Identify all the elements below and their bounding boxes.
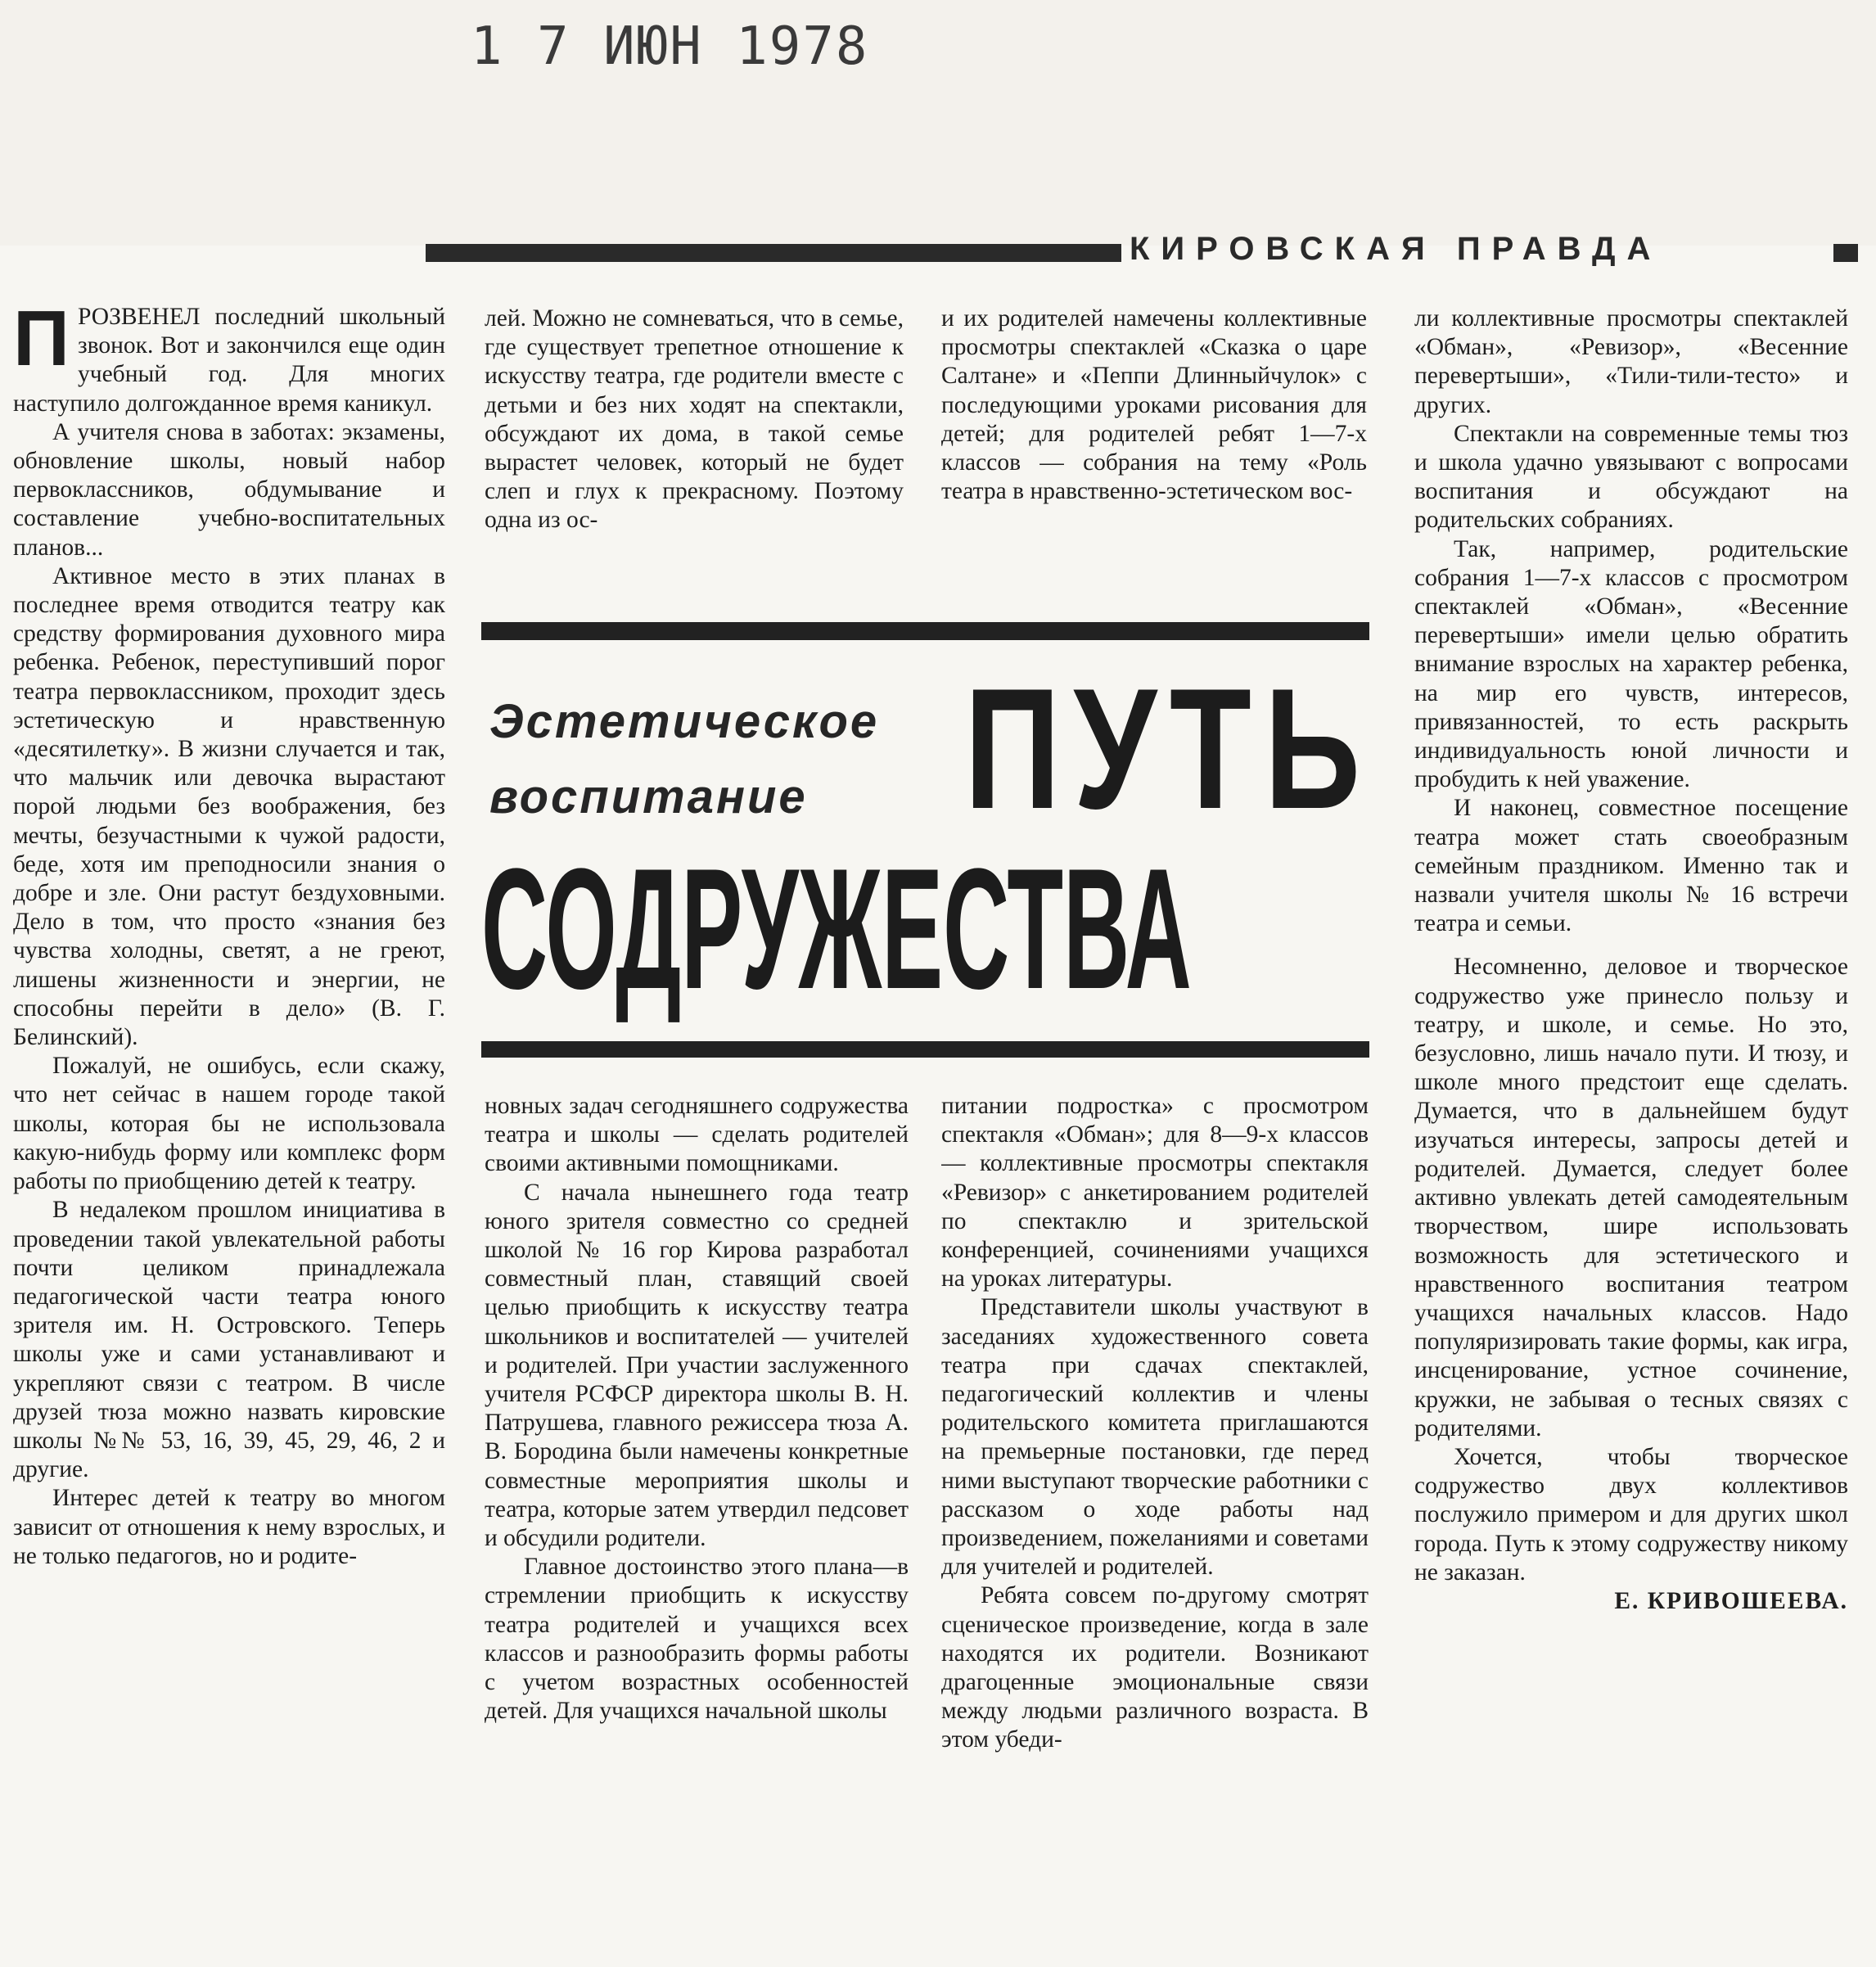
headline-rule-bottom <box>481 1041 1369 1058</box>
paragraph: А учителя снова в заботах: экзамены, обновление школы, новый набор первоклассников, обдумывание и составление учебно-воспитательных планов... <box>13 418 445 561</box>
article-column-2-bottom <box>485 1092 909 1960</box>
author-signature: Е. КРИВОШЕЕВА. <box>1614 1587 1848 1614</box>
paragraph: Интерес детей к театру во многом зависит от отношения к нему взрослых, и не только педагогов, но и родите- <box>13 1485 445 1569</box>
date-stamp: 1 7 ИЮН 1978 <box>471 16 869 77</box>
newspaper-name: КИРОВСКАЯ ПРАВДА <box>1130 231 1662 267</box>
article-column-2-top <box>485 305 904 591</box>
headline-kicker-2: воспитание <box>489 770 808 823</box>
paragraph: питании подростка» с просмотром спектакля «Обман»; для 8—9-х классов — коллективные просмотры спектакля «Ревизор» с анкетированием родителей по спектаклю и зрительской конференцией, сочинениями учащихся на уроках литературы. <box>941 1093 1369 1293</box>
drop-cap: П <box>13 303 70 382</box>
headline-block <box>481 622 1373 1071</box>
paragraph: Так, например, родительские собрания 1—7-х классов с просмотром спектаклей «Обман», «Весенние перевертыши» имели целью обратить внимание взрослых на характер ребенка, на мир его чувств, интересов, привязанностей, то есть раскрыть индивидуальность юной личности и пробудить к ней уважение. <box>1414 535 1848 793</box>
headline-kicker-1: Эстетическое <box>489 695 880 748</box>
headline-title-1: ПУТЬ <box>964 652 1373 845</box>
article-column-4 <box>1414 305 1848 1942</box>
paragraph: новных задач сегодняшнего содружества театра и школы — сделать родителей своими активными помощниками. <box>485 1093 909 1177</box>
paragraph: лей. Можно не сомневаться, что в семье, где существует трепетное отношение к искусству театра, где родители вместе с детьми и без них ходят на спектакли, обсуждают их дома, в такой семье вырастет человек, который не будет слеп и глух к прекрасному. Поэтому одна из ос- <box>485 305 904 534</box>
paragraph: Пожалуй, не ошибусь, если скажу, что нет сейчас в нашем городе такой школы, которая бы не использовала какую-нибудь форму или комплекс форм работы по приобщению детей к театру. <box>13 1053 445 1195</box>
paragraph: Хочется, чтобы творческое содружество двух коллективов послужило примером и для других школ города. Путь к этому содружеству никому не заказан. <box>1414 1443 1848 1586</box>
paragraph: Несомненно, деловое и творческое содружество уже принесло пользу и театру, и школе, и семье. Но это, безусловно, лишь начало пути. И тюзу, и школе много предстоит еще сделать. Думается, что в дальнейшем будут изучаться интересы, запросы детей и родителей. Думается, следует более активно увлекать детей самодеятельным творчеством, шире использовать возможность для эстетического и нравственного воспитания театром учащихся начальных классов. Надо популяризировать такие формы, как игра, инсценирование, устное сочинение, кружки, не забывая о тесных связях с родителями. <box>1414 954 1848 1441</box>
masthead-rule-left <box>426 244 1121 262</box>
paragraph: С начала нынешнего года театр юного зрителя совместно со средней школой № 16 гор Кирова разработал совместный план, ставящий своей целью приобщить к искусству театра школьников и воспитателей — учителей и родителей. При участии заслуженного учителя РСФСР директора школы В. Н. Патрушева, главного режиссера тюза А. В. Бородина были намечены конкретные совместные мероприятия школы и театра, которые затем утвердил педсовет и обсудили родители. <box>485 1179 909 1552</box>
article-column-3-top <box>941 305 1367 591</box>
paragraph: И наконец, совместное посещение театра может стать своеобразным семейным праздником. Именно так и назвали учителя школы № 16 встречи театра и семьи. <box>1414 795 1848 937</box>
paragraph: Представители школы участвуют в заседаниях художественного совета театра при сдачах спектаклей, педагогический коллектив и члены родительского комитета приглашаются на премьерные постановки, где перед ними выступают творческие работники с рассказом о ходе работы над произведением, пожеланиями и советами для учителей и родителей. <box>941 1294 1369 1581</box>
article-column-3-bottom <box>941 1092 1369 1960</box>
paragraph: ли коллективные просмотры спектаклей «Обман», «Ревизор», «Весенние перевертыши», «Тили-тили-тесто» и других. <box>1414 305 1848 418</box>
paragraph: Спектакли на современные темы тюз и школа удачно увязывают с вопросами воспитания и обсуждают на родительских собраниях. <box>1414 420 1848 534</box>
paragraph: Главное достоинство этого плана—в стремлении приобщить к искусству театра родителей и учащихся всех классов и разнообразить формы работы с учетом возрастных особенностей детей. Для учащихся начальной школы <box>485 1554 909 1725</box>
paragraph: Ребята совсем по-другому смотрят сценическое произведение, когда в зале находятся их родители. Возникают драгоценные эмоциональные связи между людьми различного возраста. В этом убеди- <box>941 1582 1369 1753</box>
paragraph: РОЗВЕНЕЛ последний школьный звонок. Вот и закончился еще один учебный год. Для многих наступило долгожданное время каникул. <box>13 304 445 417</box>
headline-rule-top <box>481 622 1369 640</box>
article-column-1 <box>13 303 445 1956</box>
paragraph: Активное место в этих планах в последнее время отводится театру как средству формирования духовного мира ребенка. Ребенок, переступивший порог театра первоклассником, проходит здесь эстетическую и нравственную «десятилетку». В жизни случается и так, что мальчик или девочка вырастают порой людьми без воображения, без мечты, безучастными к чужой радости, беде, хотя им преподносили знания о добре и зле. Они растут бездуховными. Дело в том, что просто «знания без чувства холодны, светят, а не греют, лишены жизненности и энергии, не способны перейти в дело» (В. Г. Белинский). <box>13 562 445 1051</box>
headline-title-2: СОДРУЖЕСТВА <box>481 832 1192 1025</box>
masthead-rule-right <box>1833 244 1858 262</box>
paragraph: и их родителей намечены коллективные просмотры спектаклей «Сказка о царе Салтане» и «Пеппи Длинныйчулок» с последующими уроками рисования для детей; для родителей ребят 1—7-х классов — собрания на тему «Роль театра в нравственно-эстетическом вос- <box>941 305 1367 505</box>
masthead <box>426 231 1850 270</box>
paragraph: В недалеком прошлом инициатива в проведении такой увлекательной работы почти целиком принадлежала педагогической части театра юного зрителя им. Н. Островского. Теперь школы уже и сами устанавливают и укрепляют связи с театром. В числе друзей тюза можно назвать кировские школы №№ 53, 16, 39, 45, 29, 46, 2 и другие. <box>13 1197 445 1483</box>
